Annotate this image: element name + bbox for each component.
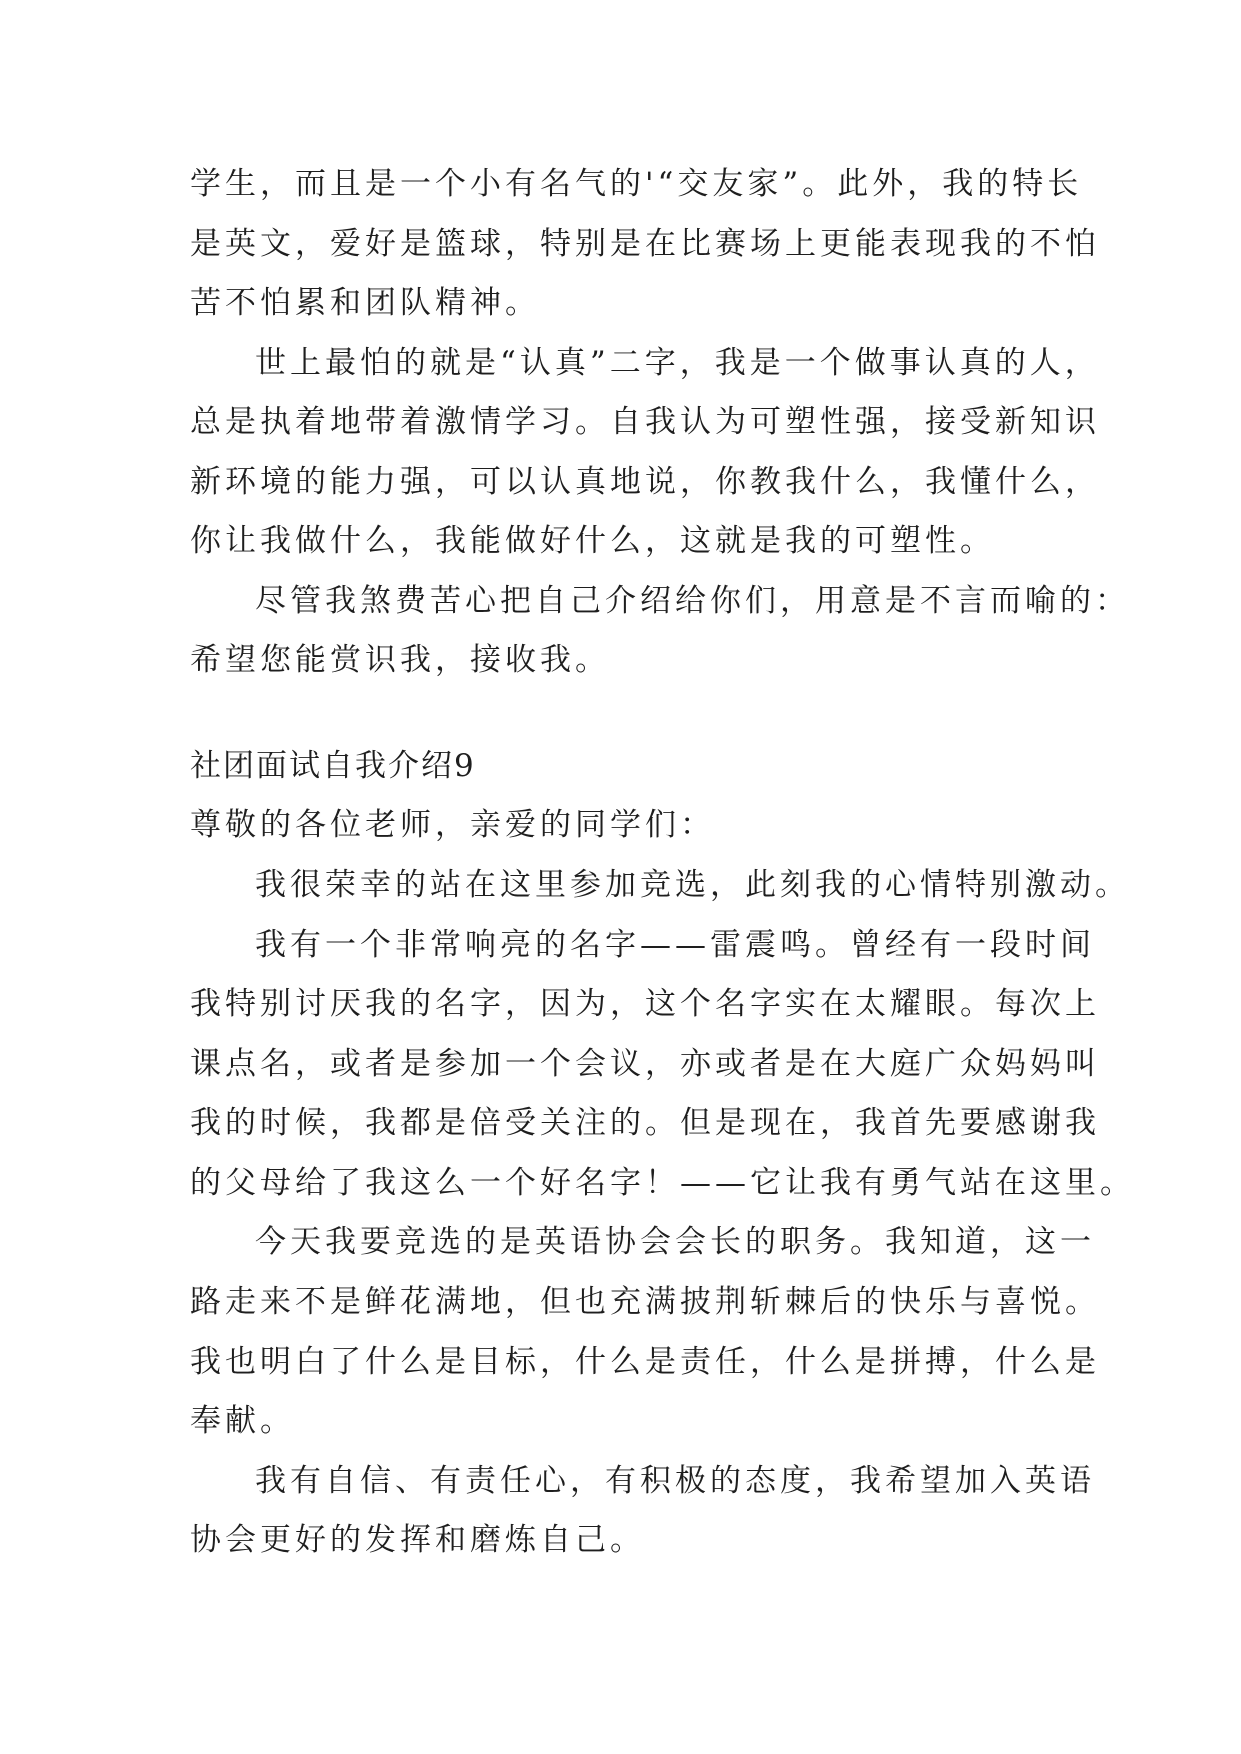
greeting: 尊敬的各位老师，亲爱的同学们： bbox=[190, 807, 715, 843]
text-line: 你让我做什么，我能做好什么，这就是我的可塑性。 bbox=[190, 523, 995, 559]
text-line: 课点名，或者是参加一个会议，亦或者是在大庭广众妈妈叫 bbox=[190, 1046, 1100, 1082]
text-line: 我有自信、有责任心，有积极的态度，我希望加入英语 bbox=[255, 1463, 1095, 1499]
text-line: 协会更好的发挥和磨炼自己。 bbox=[190, 1522, 645, 1558]
text-line: 苦不怕累和团队精神。 bbox=[190, 285, 540, 321]
text-line: 我特别讨厌我的名字，因为，这个名字实在太耀眼。每次上 bbox=[190, 986, 1100, 1022]
text-line: 总是执着地带着激情学习。自我认为可塑性强，接受新知识 bbox=[190, 404, 1100, 440]
text-line: 奉献。 bbox=[190, 1403, 295, 1439]
text-line: 尽管我煞费苦心把自己介绍给你们，用意是不言而喻的： bbox=[255, 583, 1130, 619]
text-line: 是英文，爱好是篮球，特别是在比赛场上更能表现我的不怕 bbox=[190, 226, 1100, 262]
text-line: 我也明白了什么是目标，什么是责任，什么是拼搏，什么是 bbox=[190, 1344, 1100, 1380]
text-line: 学生，而且是一个小有名气的'“交友家”。此外，我的特长 bbox=[190, 166, 1083, 202]
section-title: 社团面试自我介绍9 bbox=[190, 748, 476, 784]
text-line: 我的时候，我都是倍受关注的。但是现在，我首先要感谢我 bbox=[190, 1105, 1100, 1141]
text-line: 我有一个非常响亮的名字——雷震鸣。曾经有一段时间 bbox=[255, 927, 1095, 963]
text-line: 路走来不是鲜花满地，但也充满披荆斩棘后的快乐与喜悦。 bbox=[190, 1284, 1100, 1320]
text-line: 今天我要竞选的是英语协会会长的职务。我知道，这一 bbox=[255, 1224, 1095, 1260]
text-line: 新环境的能力强，可以认真地说，你教我什么，我懂什么， bbox=[190, 464, 1100, 500]
text-line: 我很荣幸的站在这里参加竞选，此刻我的心情特别激动。 bbox=[255, 867, 1130, 903]
text-line: 希望您能赏识我，接收我。 bbox=[190, 642, 610, 678]
text-line: 世上最怕的就是“认真”二字，我是一个做事认真的人， bbox=[255, 345, 1100, 381]
text-line: 的父母给了我这么一个好名字！——它让我有勇气站在这里。 bbox=[190, 1165, 1135, 1201]
